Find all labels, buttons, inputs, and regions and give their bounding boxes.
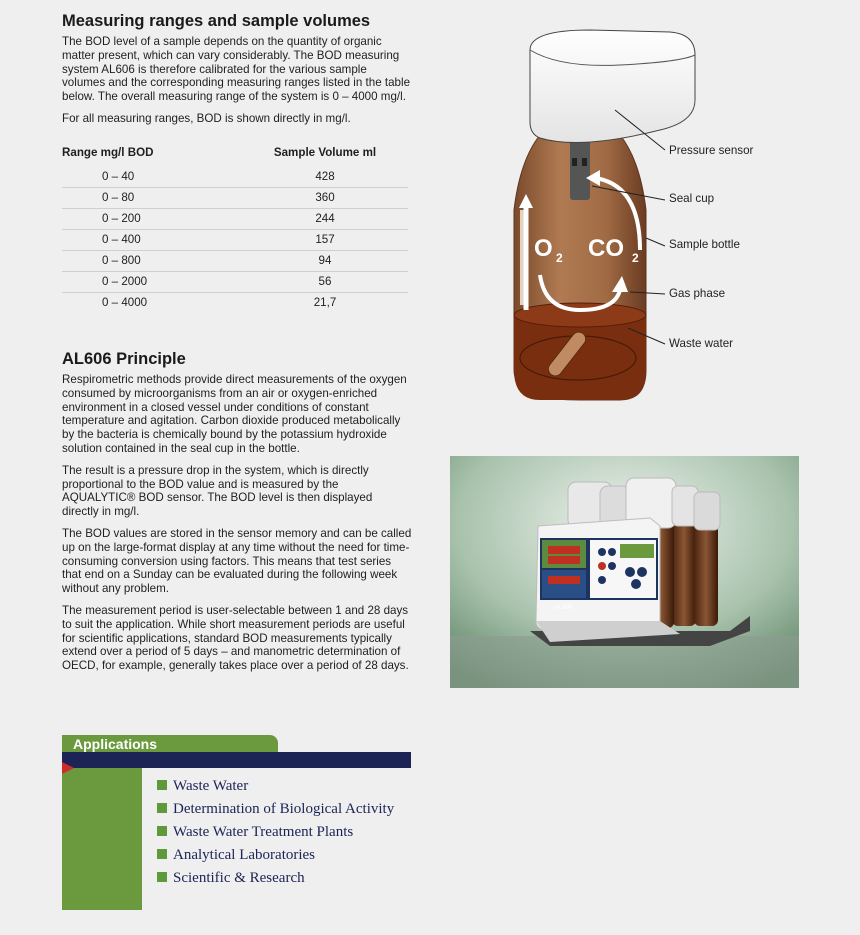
bottle-illustration bbox=[500, 10, 860, 410]
volume-cell: 244 bbox=[242, 208, 408, 229]
range-cell: 0 – 4000 bbox=[102, 296, 148, 310]
green-square-icon bbox=[157, 826, 167, 836]
table-row bbox=[62, 167, 408, 188]
pressure-sensor-cap bbox=[530, 30, 695, 143]
applications-green-panel bbox=[62, 768, 142, 910]
principle-title: AL606 Principle bbox=[62, 350, 186, 368]
al606-device-image bbox=[450, 456, 799, 688]
o2-label: O bbox=[534, 235, 553, 262]
bottle-diagram bbox=[500, 10, 860, 410]
principle-paragraph-2: The result is a pressure drop in the system, which is directly proportional to the BOD value and is measured by the AQUALYTIC® BOD sensor. The BOD level is then displayed directly in mg/l. bbox=[62, 463, 373, 519]
range-cell: 0 – 80 bbox=[62, 187, 242, 208]
label-seal-cup: Seal cup bbox=[669, 192, 715, 205]
green-square-icon bbox=[157, 780, 167, 790]
principle-paragraph-4: The measurement period is user-selectable between 1 and 28 days to suit the application. While short measurement periods are useful for scientific applications, standard BOD measurements typically extend over a period of 5 days – and manometric determination of OECD, for example, generally takes place over a period of 28 days. bbox=[62, 603, 409, 673]
table-row bbox=[62, 187, 408, 208]
table-row bbox=[62, 292, 408, 313]
applications-box bbox=[62, 735, 411, 910]
table-header-row bbox=[62, 146, 408, 167]
volume-cell: 360 bbox=[242, 187, 408, 208]
list-item: Determination of Biological Activity bbox=[157, 800, 394, 823]
volume-cell: 428 bbox=[242, 167, 408, 188]
product-photo bbox=[450, 456, 799, 688]
range-cell: 0 – 2000 bbox=[62, 271, 242, 292]
volume-cell: 94 bbox=[242, 250, 408, 271]
header-range: Range mg/l BOD bbox=[62, 145, 154, 159]
range-cell: 0 – 400 bbox=[62, 229, 242, 250]
co2-sub: 2 bbox=[632, 251, 639, 265]
table-row bbox=[62, 208, 408, 229]
volume-cell: 56 bbox=[242, 271, 408, 292]
measuring-title: Measuring ranges and sample volumes bbox=[62, 12, 371, 30]
principle-paragraph-1: Respirometric methods provide direct measurements of the oxygen consumed by microorganisms from an air or oxygen-enriched environment in a closed vessel under conditions of constant temperature and agitation. Carbon dioxide produced metabolically by the bacteria is chemically bound by the potassium hydroxide solution contained in the seal cup in the bottle. bbox=[62, 373, 407, 455]
measuring-section bbox=[62, 12, 412, 313]
label-pressure-sensor: Pressure sensor bbox=[669, 144, 754, 157]
range-cell: 0 – 200 bbox=[62, 208, 242, 229]
label-sample-bottle: Sample bottle bbox=[669, 238, 740, 251]
table-row bbox=[62, 250, 408, 271]
table-row bbox=[62, 271, 408, 292]
green-square-icon bbox=[157, 849, 167, 859]
applications-header-bar bbox=[62, 752, 411, 768]
ranges-table bbox=[62, 146, 408, 313]
list-item: Waste Water bbox=[157, 777, 394, 800]
volume-cell: 157 bbox=[242, 229, 408, 250]
list-item: Scientific & Research bbox=[157, 869, 394, 892]
applications-title: Applications bbox=[62, 735, 278, 753]
green-square-icon bbox=[157, 872, 167, 882]
header-volume: Sample Volume ml bbox=[273, 145, 377, 159]
co2-label: CO bbox=[588, 235, 624, 262]
label-gas-phase: Gas phase bbox=[669, 287, 726, 300]
label-waste-water: Waste water bbox=[669, 337, 733, 350]
table-row bbox=[62, 229, 408, 250]
green-square-icon bbox=[157, 803, 167, 813]
o2-sub: 2 bbox=[556, 251, 563, 265]
device-label: AL606 bbox=[555, 605, 573, 611]
principle-paragraph-3: The BOD values are stored in the sensor memory and can be called up on the large-format display at any time without the need for time-consuming conversion using factors. This means that test series that end on a Sunday can be evaluated during the following week without any problem. bbox=[62, 526, 412, 596]
volume-cell: 21,7 bbox=[313, 296, 337, 310]
measuring-paragraph-1: The BOD level of a sample depends on the quantity of organic matter present, which can vary considerably. The BOD measuring system AL606 is therefore calibrated for the various sample volumes and the corresponding measuring ranges listed in the table below. The overall measuring range of the system is 0 – 4000 mg/l. bbox=[62, 35, 411, 104]
principle-section bbox=[62, 350, 412, 681]
red-arrow-icon bbox=[62, 762, 74, 774]
applications-list bbox=[157, 777, 394, 892]
list-item: Waste Water Treatment Plants bbox=[157, 823, 394, 846]
measuring-paragraph-2: For all measuring ranges, BOD is shown directly in mg/l. bbox=[62, 111, 351, 125]
list-item: Analytical Laboratories bbox=[157, 846, 394, 869]
water-surface bbox=[514, 303, 646, 327]
range-cell: 0 – 40 bbox=[62, 167, 242, 188]
range-cell: 0 – 800 bbox=[62, 250, 242, 271]
